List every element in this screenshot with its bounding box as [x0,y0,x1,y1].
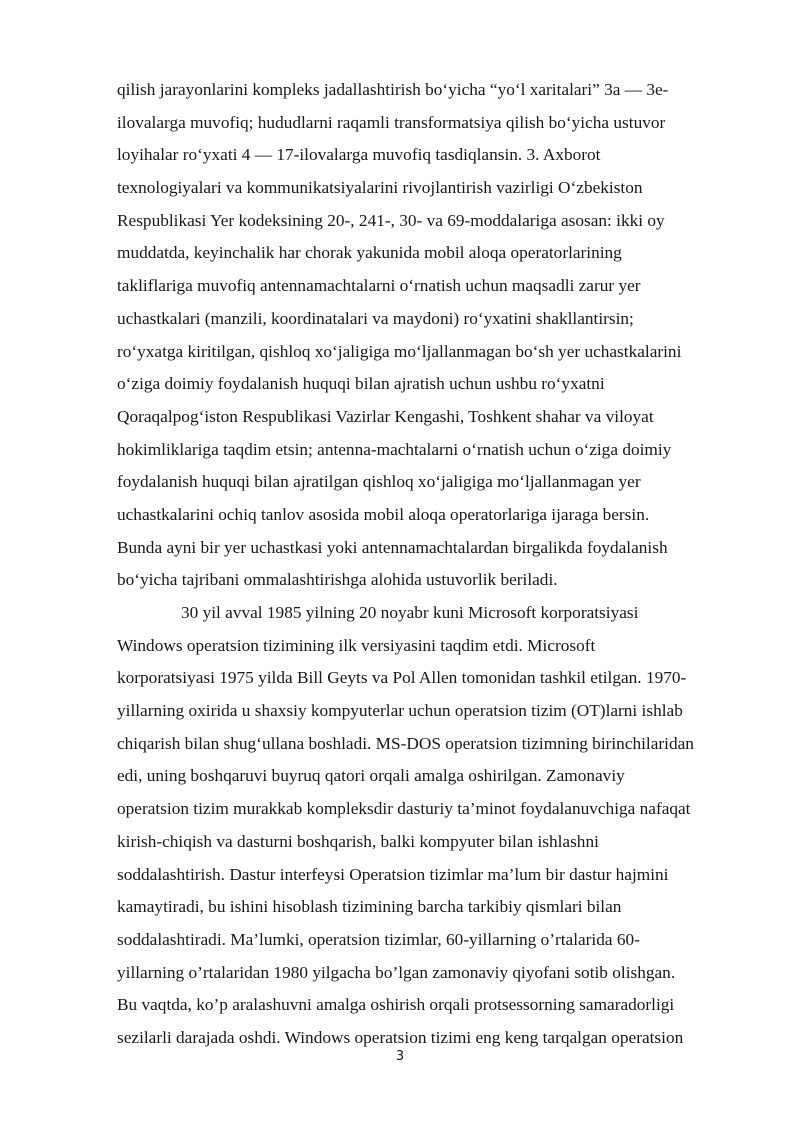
text-line: kirish-chiqish va dasturni boshqarish, balki kompyuter bilan ishlashni [117,831,599,851]
text-line: texnologiyalari va kommunikatsiyalarini rivojlantirish vazirligi O‘zbekiston [117,178,643,198]
text-line: ro‘yxatga kiritilgan, qishloq xo‘jaligiga mo‘ljallanmagan bo‘sh yer uchastkalarini [117,341,682,361]
text-line: kamaytiradi, bu ishini hisoblash tizimining barcha tarkibiy qismlari bilan [117,897,622,917]
text-line: ilovalarga muvofiq; hududlarni raqamli transformatsiya qilish bo‘yicha ustuvor [117,112,666,132]
text-line: sezilarli darajada oshdi. Windows operatsion tizimi eng keng tarqalgan operatsion [117,1027,684,1047]
text-line: hokimliklariga taqdim etsin; antenna-machtalarni o‘rnatish uchun o‘ziga doimiy [117,439,672,459]
text-line: yillarning o’rtalaridan 1980 yilgacha bo’lgan zamonaviy qiyofani sotib olishgan. [117,962,676,982]
text-line: Respublikasi Yer kodeksining 20-, 241-, 30- va 69-moddalariga asosan: ikki oy [117,210,665,230]
text-line: o‘ziga doimiy foydalanish huquqi bilan ajratish uchun ushbu ro‘yxatni [117,374,605,394]
text-line: Qoraqalpog‘iston Respublikasi Vazirlar Kengashi, Toshkent shahar va viloyat [117,406,654,426]
paragraph-first-line: 30 yil avval 1985 yilning 20 noyabr kuni Microsoft korporatsiyasi [181,603,639,622]
text-line: Bu vaqtda, ko’p aralashuvni amalga oshirish orqali protsessorning samaradorligi [117,995,675,1015]
text-line: foydalanish huquqi bilan ajratilgan qishloq xo‘jaligiga mo‘ljallanmagan yer [117,472,641,492]
text-line: bo‘yicha tajribani ommalashtirishga alohida ustuvorlik beriladi. [117,570,558,590]
text-line: takliflariga muvofiq antennamachtalarni o‘rnatish uchun maqsadli zarur yer [117,276,641,296]
text-line: Windows operatsion tizimining ilk versiyasini taqdim etdi. Microsoft [117,635,596,655]
text-line: loyihalar ro‘yxati 4 — 17-ilovalarga muvofiq tasdiqlansin. 3. Axborot [117,145,601,165]
text-line: uchastkalari (manzili, koordinatalari va maydoni) ro‘yxatini shakllantirsin; [117,308,634,328]
text-line: operatsion tizim murakkab kompleksdir dasturiy ta’minot foydalanuvchiga nafaqat [117,799,691,819]
text-line: korporatsiyasi 1975 yilda Bill Geyts va Pol Allen tomonidan tashkil etilgan. 1970- [117,668,687,688]
page-number: 3 [395,1049,405,1064]
text-line: Bunda ayni bir yer uchastkasi yoki antennamachtalardan birgalikda foydalanish [117,537,668,557]
text-line: edi, uning boshqaruvi buyruq qatori orqali amalga oshirilgan. Zamonaviy [117,766,625,786]
text-line: soddalashtiradi. Ma’lumki, operatsion tizimlar, 60-yillarning o’rtalarida 60- [117,929,640,949]
text-line: qilish jarayonlarini kompleks jadallashtirish bo‘yicha “yo‘l xaritalari” 3a — 3e- [117,80,669,99]
body-text [117,74,747,1055]
text-line: soddalashtirish. Dastur interfeysi Operatsion tizimlar ma’lum bir dastur hajmini [117,864,669,884]
text-line: chiqarish bilan shug‘ullana boshladi. MS-DOS operatsion tizimning birinchilaridan [117,733,694,753]
text-line: yillarning oxirida u shaxsiy kompyuterlar uchun operatsion tizim (OT)larni ishlab [117,701,683,721]
text-line: uchastkalarini ochiq tanlov asosida mobil aloqa operatorlariga ijaraga bersin. [117,504,650,524]
text-line: muddatda, keyinchalik har chorak yakunida mobil aloqa operatorlarining [117,243,622,263]
